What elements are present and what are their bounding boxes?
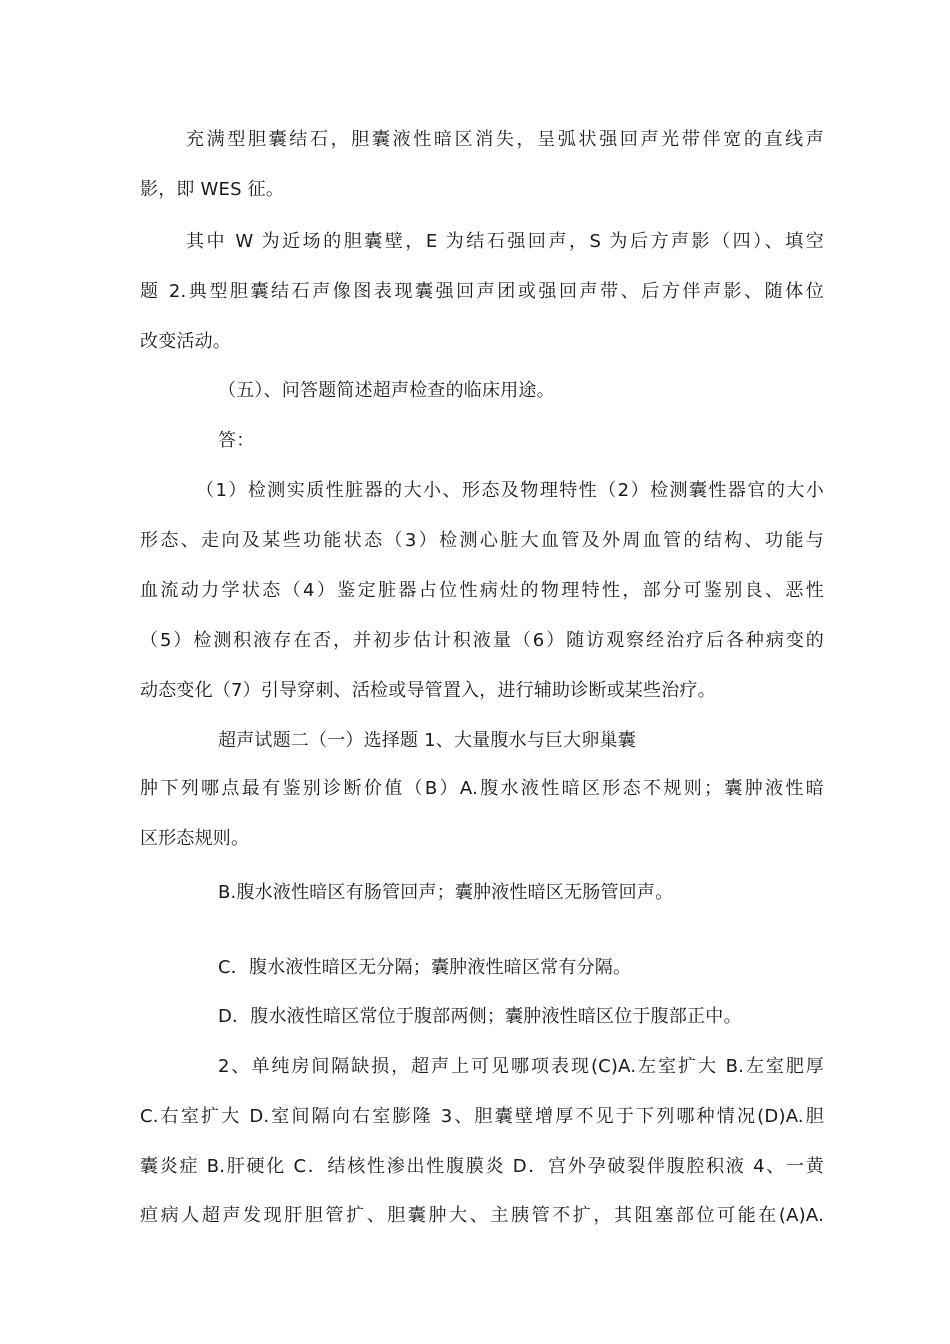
- text-line: C．腹水液性暗区无分隔；囊肿液性暗区常有分隔。: [218, 957, 632, 978]
- text-line: 答：: [218, 430, 255, 451]
- text-line: 超声试题二（一）选择题 1、大量腹水与巨大卵巢囊: [218, 730, 636, 751]
- text-line: 2、单纯房间隔缺损，超声上可见哪项表现(C)A.左室扩大 B.左室肥厚: [218, 1056, 824, 1077]
- text-line: C.右室扩大 D.室间隔向右室膨隆 3、胆囊壁增厚不见于下列哪种情况(D)A.胆: [140, 1106, 824, 1127]
- text-line: 疸病人超声发现肝胆管扩、胆囊肿大、主胰管不扩，其阻塞部位可能在(A)A.: [140, 1205, 824, 1226]
- text-line: 题 2.典型胆囊结石声像图表现囊强回声团或强回声带、后方伴声影、随体位: [140, 281, 824, 302]
- text-line: 区形态规则。: [140, 828, 250, 849]
- text-line: B.腹水液性暗区有肠管回声；囊肿液性暗区无肠管回声。: [218, 882, 674, 903]
- text-line: （5）检测积液存在否，并初步估计积液量（6）随访观察经治疗后各种病变的: [140, 630, 824, 651]
- text-line: 其中 W 为近场的胆囊壁，E 为结石强回声，S 为后方声影（四）、填空: [186, 231, 824, 252]
- text-line: 影，即 WES 征。: [140, 179, 285, 200]
- text-line: 形态、走向及某些功能状态（3）检测心脏大血管及外周血管的结构、功能与: [140, 530, 824, 551]
- text-line: （1）检测实质性脏器的大小、形态及物理特性（2）检测囊性器官的大小: [196, 480, 824, 501]
- text-line: D．腹水液性暗区常位于腹部两侧；囊肿液性暗区位于腹部正中。: [218, 1006, 742, 1027]
- text-line: 血流动力学状态（4）鉴定脏器占位性病灶的物理特性，部分可鉴别良、恶性: [140, 580, 824, 601]
- text-line: 充满型胆囊结石，胆囊液性暗区消失，呈弧状强回声光带伴宽的直线声: [186, 129, 824, 150]
- text-line: 动态变化（7）引导穿刺、活检或导管置入，进行辅助诊断或某些治疗。: [140, 680, 716, 701]
- text-line: 改变活动。: [140, 331, 231, 352]
- text-line: 肿下列哪点最有鉴别诊断价值（B）A.腹水液性暗区形态不规则；囊肿液性暗: [140, 778, 824, 799]
- text-line: （五）、问答题简述超声检查的临床用途。: [218, 380, 555, 401]
- text-line: 囊炎症 B.肝硬化 C．结核性渗出性腹膜炎 D．宫外孕破裂伴腹腔积液 4、一黄: [140, 1156, 824, 1177]
